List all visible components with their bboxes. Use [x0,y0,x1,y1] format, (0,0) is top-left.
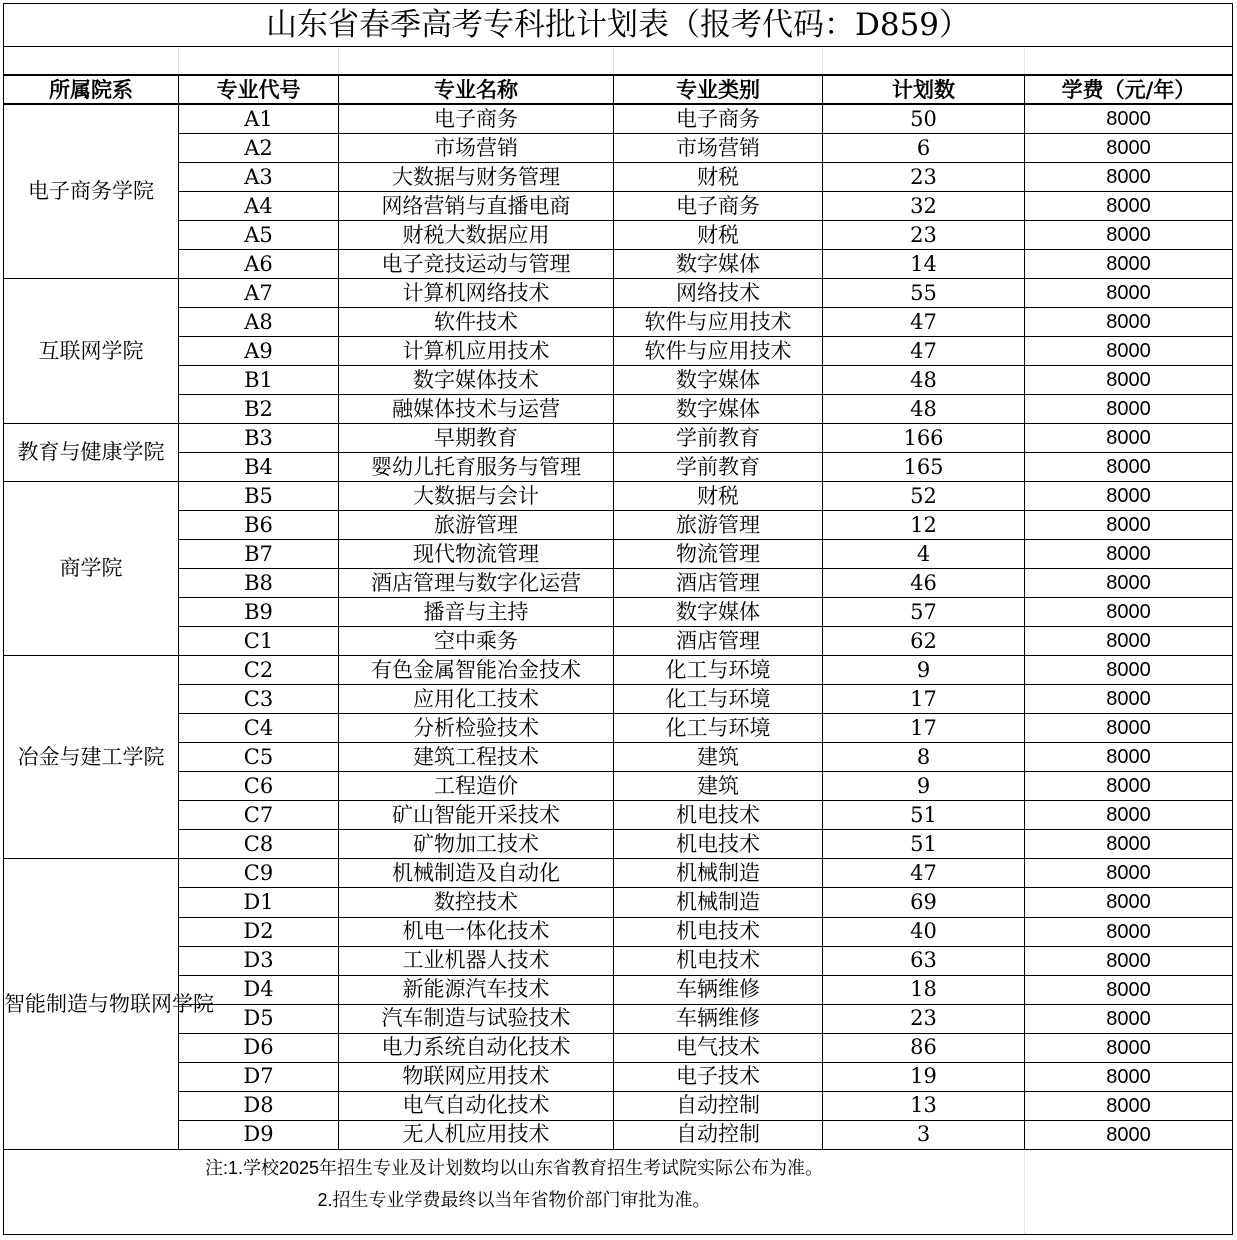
table-row [4,104,1233,134]
major-name-cell: 婴幼儿托育服务与管理 [339,453,614,482]
major-name-cell: 建筑工程技术 [339,743,614,772]
tuition-cell: 8000 [1025,917,1233,946]
major-code-cell: B4 [179,453,339,482]
tuition-cell: 8000 [1025,1033,1233,1062]
major-name-cell: 分析检验技术 [339,714,614,743]
tuition-cell: 8000 [1025,482,1233,511]
department-cell: 商学院 [4,482,179,656]
major-code-cell: B6 [179,511,339,540]
table-row [4,308,1233,337]
tuition-cell: 8000 [1025,888,1233,917]
table-row [4,1091,1233,1120]
tuition-cell: 8000 [1025,395,1233,424]
major-name-cell: 空中乘务 [339,627,614,656]
plan-count-cell: 69 [823,888,1025,917]
table-row [4,859,1233,888]
plan-count-cell: 62 [823,627,1025,656]
major-code-cell: D9 [179,1120,339,1149]
plan-count-cell: 57 [823,598,1025,627]
major-name-cell: 融媒体技术与运营 [339,395,614,424]
major-name-cell: 工程造价 [339,772,614,801]
tuition-cell: 8000 [1025,772,1233,801]
plan-count-cell: 47 [823,859,1025,888]
major-code-cell: B3 [179,424,339,453]
major-category-cell: 机电技术 [614,946,823,975]
major-category-cell: 物流管理 [614,540,823,569]
department-cell: 互联网学院 [4,279,179,424]
major-category-cell: 财税 [614,163,823,192]
tuition-cell: 8000 [1025,801,1233,830]
plan-count-cell: 48 [823,395,1025,424]
major-code-cell: D2 [179,917,339,946]
major-code-cell: D8 [179,1091,339,1120]
tuition-cell: 8000 [1025,221,1233,250]
tuition-cell: 8000 [1025,569,1233,598]
column-header-major-name: 专业名称 [339,75,614,104]
tuition-cell: 8000 [1025,714,1233,743]
blank-row [4,47,1233,76]
major-code-cell: B5 [179,482,339,511]
major-code-cell: C6 [179,772,339,801]
major-name-cell: 数字媒体技术 [339,366,614,395]
tuition-cell: 8000 [1025,540,1233,569]
plan-count-cell: 17 [823,714,1025,743]
major-name-cell: 矿山智能开采技术 [339,801,614,830]
major-category-cell: 软件与应用技术 [614,337,823,366]
major-name-cell: 机械制造及自动化 [339,859,614,888]
header-row [4,75,1233,104]
major-category-cell: 机电技术 [614,801,823,830]
major-name-cell: 现代物流管理 [339,540,614,569]
major-name-cell: 有色金属智能冶金技术 [339,656,614,685]
major-category-cell: 机械制造 [614,859,823,888]
department-cell: 智能制造与物联网学院 [4,859,179,1149]
major-code-cell: C2 [179,656,339,685]
major-name-cell: 早期教育 [339,424,614,453]
note-row [4,1186,1233,1214]
plan-count-cell: 40 [823,917,1025,946]
table-row [4,946,1233,975]
table-row [4,511,1233,540]
major-category-cell: 化工与环境 [614,656,823,685]
plan-count-cell: 9 [823,772,1025,801]
department-cell: 冶金与建工学院 [4,656,179,859]
major-category-cell: 机电技术 [614,830,823,859]
major-code-cell: D3 [179,946,339,975]
tuition-cell: 8000 [1025,1004,1233,1033]
major-code-cell: D6 [179,1033,339,1062]
plan-count-cell: 3 [823,1120,1025,1149]
table-row [4,250,1233,279]
major-name-cell: 财税大数据应用 [339,221,614,250]
sheet-title: 山东省春季高考专科批计划表（报考代码：D859） [4,4,1233,47]
plan-count-cell: 52 [823,482,1025,511]
major-category-cell: 软件与应用技术 [614,308,823,337]
table-row [4,134,1233,163]
major-code-cell: A3 [179,163,339,192]
major-code-cell: D1 [179,888,339,917]
tuition-cell: 8000 [1025,656,1233,685]
major-name-cell: 工业机器人技术 [339,946,614,975]
plan-count-cell: 23 [823,221,1025,250]
plan-count-cell: 13 [823,1091,1025,1120]
major-name-cell: 播音与主持 [339,598,614,627]
tuition-cell: 8000 [1025,627,1233,656]
plan-count-cell: 12 [823,511,1025,540]
tuition-cell: 8000 [1025,337,1233,366]
major-category-cell: 网络技术 [614,279,823,308]
tuition-cell: 8000 [1025,975,1233,1004]
major-category-cell: 酒店管理 [614,569,823,598]
note-row [4,1149,1233,1186]
table-row [4,482,1233,511]
table-row [4,1062,1233,1091]
plan-count-cell: 51 [823,830,1025,859]
tuition-cell: 8000 [1025,743,1233,772]
table-row [4,627,1233,656]
plan-count-cell: 9 [823,656,1025,685]
major-category-cell: 学前教育 [614,424,823,453]
plan-count-cell: 8 [823,743,1025,772]
major-code-cell: C4 [179,714,339,743]
tuition-cell: 8000 [1025,511,1233,540]
major-name-cell: 计算机网络技术 [339,279,614,308]
major-code-cell: B8 [179,569,339,598]
tuition-cell: 8000 [1025,1120,1233,1149]
major-name-cell: 物联网应用技术 [339,1062,614,1091]
table-row [4,714,1233,743]
major-category-cell: 电子技术 [614,1062,823,1091]
major-category-cell: 电子商务 [614,104,823,134]
major-name-cell: 无人机应用技术 [339,1120,614,1149]
tuition-cell: 8000 [1025,946,1233,975]
tuition-cell: 8000 [1025,134,1233,163]
plan-count-cell: 48 [823,366,1025,395]
major-name-cell: 大数据与财务管理 [339,163,614,192]
table-row [4,598,1233,627]
note-line-2: 2.招生专业学费最终以当年省物价部门审批为准。 [4,1186,1025,1214]
major-category-cell: 机械制造 [614,888,823,917]
major-code-cell: C3 [179,685,339,714]
title-row [4,4,1233,47]
table-row [4,830,1233,859]
table-row [4,540,1233,569]
table-row [4,221,1233,250]
table-row [4,395,1233,424]
major-name-cell: 新能源汽车技术 [339,975,614,1004]
plan-count-cell: 17 [823,685,1025,714]
table-row [4,772,1233,801]
major-code-cell: C7 [179,801,339,830]
tuition-cell: 8000 [1025,1091,1233,1120]
major-code-cell: D4 [179,975,339,1004]
plan-count-cell: 166 [823,424,1025,453]
table-row [4,1120,1233,1149]
department-cell: 电子商务学院 [4,104,179,279]
major-category-cell: 电气技术 [614,1033,823,1062]
plan-count-cell: 19 [823,1062,1025,1091]
major-category-cell: 财税 [614,221,823,250]
major-code-cell: A1 [179,104,339,134]
major-name-cell: 机电一体化技术 [339,917,614,946]
blank-row [4,1214,1233,1235]
plan-count-cell: 86 [823,1033,1025,1062]
tuition-cell: 8000 [1025,192,1233,221]
plan-count-cell: 50 [823,104,1025,134]
major-category-cell: 数字媒体 [614,598,823,627]
tuition-cell: 8000 [1025,685,1233,714]
major-category-cell: 市场营销 [614,134,823,163]
major-name-cell: 软件技术 [339,308,614,337]
major-category-cell: 财税 [614,482,823,511]
plan-count-cell: 32 [823,192,1025,221]
table-row [4,743,1233,772]
plan-count-cell: 47 [823,308,1025,337]
major-category-cell: 化工与环境 [614,714,823,743]
major-category-cell: 建筑 [614,743,823,772]
column-header-plan-count: 计划数 [823,75,1025,104]
major-name-cell: 应用化工技术 [339,685,614,714]
table-row [4,453,1233,482]
tuition-cell: 8000 [1025,453,1233,482]
major-category-cell: 数字媒体 [614,366,823,395]
major-name-cell: 旅游管理 [339,511,614,540]
major-name-cell: 酒店管理与数字化运营 [339,569,614,598]
major-code-cell: C9 [179,859,339,888]
plan-count-cell: 63 [823,946,1025,975]
major-code-cell: A9 [179,337,339,366]
plan-count-cell: 18 [823,975,1025,1004]
plan-count-cell: 46 [823,569,1025,598]
table-row [4,366,1233,395]
major-code-cell: D7 [179,1062,339,1091]
major-code-cell: D5 [179,1004,339,1033]
table-row [4,685,1233,714]
plan-count-cell: 14 [823,250,1025,279]
department-cell: 教育与健康学院 [4,424,179,482]
major-name-cell: 大数据与会计 [339,482,614,511]
major-code-cell: A6 [179,250,339,279]
major-name-cell: 汽车制造与试验技术 [339,1004,614,1033]
plan-count-cell: 23 [823,1004,1025,1033]
major-code-cell: A4 [179,192,339,221]
tuition-cell: 8000 [1025,598,1233,627]
table-row [4,192,1233,221]
table-row [4,888,1233,917]
column-header-major-code: 专业代号 [179,75,339,104]
plan-count-cell: 51 [823,801,1025,830]
major-category-cell: 学前教育 [614,453,823,482]
major-code-cell: A2 [179,134,339,163]
column-header-tuition: 学费（元/年） [1025,75,1233,104]
table-row [4,279,1233,308]
plan-count-cell: 6 [823,134,1025,163]
plan-count-cell: 47 [823,337,1025,366]
table-row [4,337,1233,366]
major-name-cell: 电子商务 [339,104,614,134]
major-code-cell: C8 [179,830,339,859]
table-row [4,801,1233,830]
major-code-cell: A5 [179,221,339,250]
major-name-cell: 电子竞技运动与管理 [339,250,614,279]
tuition-cell: 8000 [1025,308,1233,337]
major-name-cell: 计算机应用技术 [339,337,614,366]
major-code-cell: A7 [179,279,339,308]
tuition-cell: 8000 [1025,424,1233,453]
major-code-cell: B2 [179,395,339,424]
major-name-cell: 矿物加工技术 [339,830,614,859]
major-category-cell: 旅游管理 [614,511,823,540]
tuition-cell: 8000 [1025,279,1233,308]
major-category-cell: 车辆维修 [614,975,823,1004]
plan-count-cell: 23 [823,163,1025,192]
note-line-1: 注:1.学校2025年招生专业及计划数均以山东省教育招生考试院实际公布为准。 [4,1149,1025,1186]
major-code-cell: B7 [179,540,339,569]
major-category-cell: 化工与环境 [614,685,823,714]
tuition-cell: 8000 [1025,104,1233,134]
table-row [4,656,1233,685]
tuition-cell: 8000 [1025,250,1233,279]
major-name-cell: 数控技术 [339,888,614,917]
table-row [4,569,1233,598]
plan-count-cell: 55 [823,279,1025,308]
major-name-cell: 网络营销与直播电商 [339,192,614,221]
tuition-cell: 8000 [1025,830,1233,859]
major-category-cell: 电子商务 [614,192,823,221]
major-category-cell: 自动控制 [614,1120,823,1149]
column-header-department: 所属院系 [4,75,179,104]
major-name-cell: 电力系统自动化技术 [339,1033,614,1062]
major-code-cell: A8 [179,308,339,337]
major-category-cell: 数字媒体 [614,250,823,279]
table-row [4,424,1233,453]
plan-count-cell: 4 [823,540,1025,569]
table-row [4,917,1233,946]
table-row [4,1033,1233,1062]
tuition-cell: 8000 [1025,859,1233,888]
major-category-cell: 酒店管理 [614,627,823,656]
major-category-cell: 数字媒体 [614,395,823,424]
major-category-cell: 机电技术 [614,917,823,946]
major-name-cell: 电气自动化技术 [339,1091,614,1120]
column-header-major-category: 专业类别 [614,75,823,104]
major-code-cell: C1 [179,627,339,656]
table-row [4,163,1233,192]
major-category-cell: 自动控制 [614,1091,823,1120]
major-code-cell: B1 [179,366,339,395]
plan-count-cell: 165 [823,453,1025,482]
major-category-cell: 建筑 [614,772,823,801]
major-code-cell: B9 [179,598,339,627]
major-category-cell: 车辆维修 [614,1004,823,1033]
enrollment-plan-table [3,3,1233,1235]
major-code-cell: C5 [179,743,339,772]
tuition-cell: 8000 [1025,366,1233,395]
tuition-cell: 8000 [1025,1062,1233,1091]
major-name-cell: 市场营销 [339,134,614,163]
tuition-cell: 8000 [1025,163,1233,192]
